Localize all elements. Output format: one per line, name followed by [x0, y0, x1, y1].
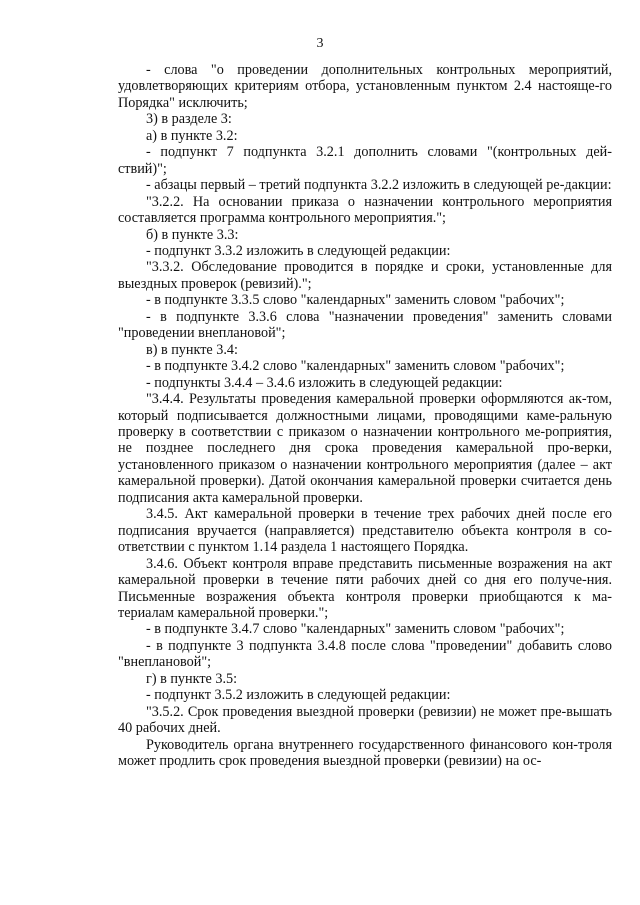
paragraph: - подпункт 3.5.2 изложить в следующей редакции: — [146, 687, 451, 704]
page-number: 3 — [316, 36, 324, 51]
paragraph: - подпункт 3.3.2 изложить в следующей редакции: — [146, 242, 451, 259]
paragraph: - слова "о проведении дополнительных контрольных мероприятий, удовлетворяющих критериям отбора, установленным пунктом 2.4 настояще-го Порядка" исключить; — [118, 62, 612, 111]
paragraph: "3.5.2. Срок проведения выездной проверки (ревизии) не может пре-вышать 40 рабочих дней. — [118, 703, 612, 737]
paragraph: Руководитель органа внутреннего государственного финансового кон-троля может продлить срок проведения выездной проверки (ревизии) на ос- — [118, 736, 612, 770]
paragraph: - в подпункте 3.4.7 слово "календарных" заменить словом "рабочих"; — [146, 621, 565, 638]
paragraph: - в подпункте 3.4.2 слово "календарных" заменить словом "рабочих"; — [146, 358, 565, 375]
document-body — [118, 62, 612, 769]
paragraph: 3) в разделе 3: — [146, 111, 232, 128]
paragraph: - абзацы первый – третий подпункта 3.2.2 изложить в следующей ре-дакции: — [146, 177, 612, 194]
paragraph: - подпункты 3.4.4 – 3.4.6 изложить в следующей редакции: — [146, 374, 503, 391]
paragraph: - в подпункте 3.3.5 слово "календарных" заменить словом "рабочих"; — [146, 292, 565, 309]
paragraph: б) в пункте 3.3: — [146, 226, 239, 243]
paragraph: "3.4.4. Результаты проведения камеральной проверки оформляются ак-том, который подписывается должностными лицами, проводящими каме-ральную проверку в соответствии с приказом о назначении контрольного ме-роприятия, не позднее последнего дня срока проведения камеральной про-верки, установленного приказом о назначении контрольного мероприятия (далее – акт камеральной проверки). Датой окончания камеральной проверки считается день подписания акта камеральной проверки. — [118, 391, 612, 506]
paragraph: г) в пункте 3.5: — [146, 670, 238, 687]
paragraph: "3.2.2. На основании приказа о назначении контрольного мероприятия составляется программа контрольного мероприятия."; — [118, 193, 612, 227]
paragraph: - в подпункте 3 подпункта 3.4.8 после слова "проведении" добавить слово "внеплановой"; — [118, 637, 612, 671]
paragraph: "3.3.2. Обследование проводится в порядке и сроки, установленные для выездных проверок (ревизий)."; — [118, 259, 612, 292]
paragraph: в) в пункте 3.4: — [146, 341, 238, 358]
paragraph: - в подпункте 3.3.6 слова "назначении проведения" заменить словами "проведении внеплановой"; — [118, 308, 612, 342]
paragraph: а) в пункте 3.2: — [146, 127, 238, 144]
paragraph: 3.4.5. Акт камеральной проверки в течение трех рабочих дней после его подписания вручается (направляется) представителю объекта контроля в со-ответствии с пунктом 1.14 раздела 1 настоящего Порядка. — [118, 506, 612, 556]
paragraph: 3.4.6. Объект контроля вправе представить письменные возражения на акт камеральной проверки в течение пяти рабочих дней со дня его получе-ния. Письменные возражения объекта контроля проверки приобщаются к ма-териалам камеральной проверки."; — [118, 555, 612, 621]
paragraph: - подпункт 7 подпункта 3.2.1 дополнить словами "(контрольных дей-ствий)"; — [118, 144, 612, 177]
